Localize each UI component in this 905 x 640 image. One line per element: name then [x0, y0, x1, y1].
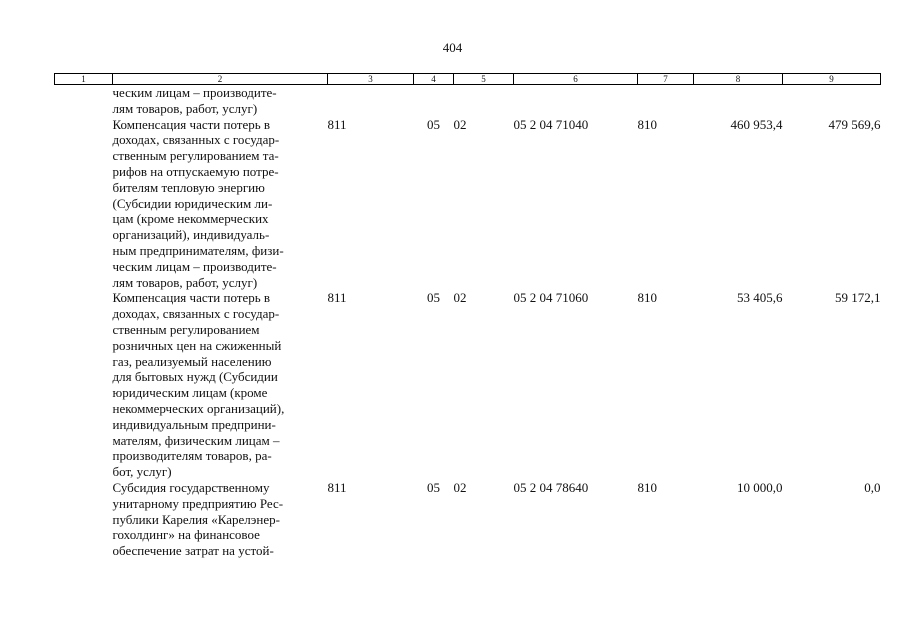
- item-name-line: газ, реализуемый населению: [112, 353, 272, 369]
- item-name-line: Субсидия государственному: [112, 479, 270, 495]
- budget-table: [54, 73, 881, 559]
- header-col-9: 9: [783, 74, 881, 85]
- cell-amount-year-2: 0,0: [864, 479, 881, 495]
- item-name-line: для бытовых нужд (Субсидии: [112, 369, 278, 385]
- item-name-line: обеспечение затрат на устой-: [112, 543, 274, 559]
- cell-section: 05: [427, 116, 440, 132]
- cell-amount-year-1: [694, 85, 783, 117]
- table-row: [55, 85, 881, 117]
- item-name-line: бот, услуг): [112, 464, 172, 480]
- item-name-line: ческим лицам – производите-: [112, 85, 277, 100]
- item-name-line: Компенсация части потерь в: [112, 290, 271, 306]
- item-name-line: доходах, связанных с государ-: [112, 306, 280, 322]
- header-col-6: 6: [514, 74, 638, 85]
- header-col-1: 1: [55, 74, 113, 85]
- header-col-7: 7: [638, 74, 694, 85]
- cell-item-name: [113, 117, 328, 291]
- cell-admin-code: 811: [327, 479, 347, 495]
- cell-expense-type: [638, 85, 694, 117]
- item-name-line: организаций), индивидуаль-: [112, 227, 270, 243]
- header-col-4: 4: [414, 74, 454, 85]
- table-body: [55, 85, 881, 559]
- item-name-line: производителям товаров, ра-: [112, 448, 272, 464]
- item-name-line: индивидуальным предприни-: [112, 416, 276, 432]
- cell-expense-type: 810: [637, 116, 657, 132]
- cell-col-1: [55, 117, 113, 291]
- cell-amount-year-2: 59 172,1: [835, 290, 881, 306]
- header-col-8: 8: [694, 74, 783, 85]
- column-number-header: [55, 74, 881, 85]
- item-name-line: ственным регулированием: [112, 321, 260, 337]
- cell-subsection: 02: [453, 479, 467, 495]
- page-number: 404: [442, 40, 463, 55]
- cell-col-1: [55, 290, 113, 480]
- item-name-line: бителям тепловую энергию: [112, 179, 265, 195]
- item-name-line: лям товаров, работ, услуг): [112, 100, 258, 116]
- cell-target-article: [514, 85, 638, 117]
- table-row: [55, 480, 881, 559]
- cell-admin-code: [328, 85, 414, 117]
- cell-col-1: [55, 480, 113, 559]
- cell-amount-year-1: 53 405,6: [737, 290, 783, 306]
- item-name-line: публики Карелия «Карелэнер-: [112, 511, 280, 527]
- item-name-line: гохолдинг» на финансовое: [112, 527, 260, 543]
- cell-section: 05: [427, 479, 440, 495]
- cell-subsection: 02: [453, 116, 467, 132]
- table-row: [55, 290, 881, 480]
- cell-target-article: 05 2 04 71060: [513, 290, 589, 306]
- cell-amount-year-2: 479 569,6: [828, 116, 881, 132]
- item-name-line: Компенсация части потерь в: [112, 116, 271, 132]
- cell-item-name: [113, 85, 328, 117]
- cell-subsection: 02: [453, 290, 467, 306]
- item-name-line: мателям, физическим лицам –: [112, 432, 280, 448]
- item-name-line: (Субсидии юридическим ли-: [112, 195, 273, 211]
- item-name-line: некоммерческих организаций),: [112, 400, 285, 416]
- cell-amount-year-2: [783, 85, 881, 117]
- cell-amount-year-1: 10 000,0: [737, 479, 783, 495]
- cell-admin-code: 811: [327, 116, 347, 132]
- cell-col-1: [55, 85, 113, 117]
- table-row: [55, 117, 881, 291]
- item-name-line: цам (кроме некоммерческих: [112, 211, 269, 227]
- cell-target-article: 05 2 04 78640: [513, 479, 589, 495]
- cell-expense-type: 810: [637, 479, 657, 495]
- cell-section: [414, 85, 454, 117]
- item-name-line: ным предпринимателям, физи-: [112, 242, 284, 258]
- item-name-line: доходах, связанных с государ-: [112, 132, 280, 148]
- cell-item-name: [113, 480, 328, 559]
- cell-section: 05: [427, 290, 440, 306]
- cell-subsection: [454, 85, 514, 117]
- cell-admin-code: 811: [327, 290, 347, 306]
- item-name-line: лям товаров, работ, услуг): [112, 274, 258, 290]
- header-col-2: 2: [113, 74, 328, 85]
- cell-target-article: 05 2 04 71040: [513, 116, 589, 132]
- item-name-line: розничных цен на сжиженный: [112, 337, 282, 353]
- item-name-line: ческим лицам – производите-: [112, 258, 277, 274]
- header-col-5: 5: [454, 74, 514, 85]
- item-name-line: рифов на отпускаемую потре-: [112, 163, 279, 179]
- header-col-3: 3: [328, 74, 414, 85]
- item-name-line: ственным регулированием та-: [112, 148, 279, 164]
- item-name-line: унитарному предприятию Рес-: [112, 495, 284, 511]
- cell-item-name: [113, 290, 328, 480]
- cell-expense-type: 810: [637, 290, 657, 306]
- cell-amount-year-1: 460 953,4: [730, 116, 783, 132]
- item-name-line: юридическим лицам (кроме: [112, 385, 268, 401]
